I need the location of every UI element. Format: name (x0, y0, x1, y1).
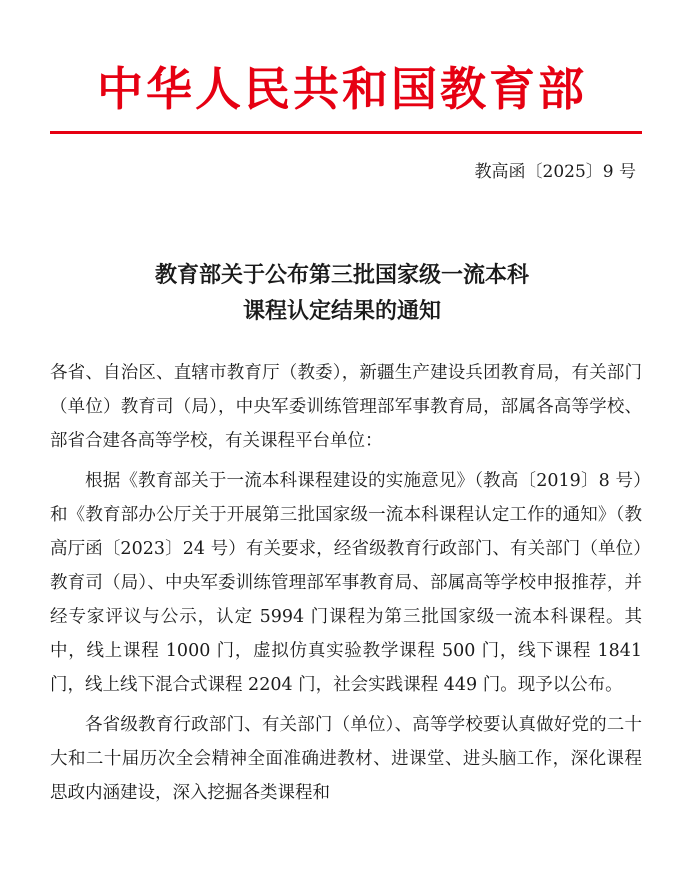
body-paragraph-1: 根据《教育部关于一流本科课程建设的实施意见》（教高〔2019〕8 号）和《教育部办公厅关于开展第三批国家级一流本科课程认定工作的通知》（教高厅函〔2023〕24 号）有关要求，经省级教育行政部门、有关部门（单位）教育司（局）、中央军委训练管理部军事教育局、部属高等学校申报推荐，并经专家评议与公示，认定 5994 门课程为第三批国家级一流本科课程。其中，线上课程 1000 门，虚拟仿真实验教学课程 500 门，线下课程 1841 门，线上线下混合式课程 2204 门，社会实践课程 449 门。现予以公布。 (50, 471, 642, 695)
notice-title-line-2: 课程认定结果的通知 (242, 299, 441, 324)
document-number: 教高函〔2025〕9 号 (474, 162, 636, 182)
notice-body (50, 356, 642, 816)
red-divider-rule (50, 131, 642, 134)
masthead-title: 中华人民共和国教育部 (97, 62, 587, 116)
notice-title-line-1: 教育部关于公布第三批国家级一流本科 (154, 263, 529, 288)
body-paragraph-2: 各省级教育行政部门、有关部门（单位）、高等学校要认真做好党的二十大和二十届历次全会精神全面准确进教材、进课堂、进头脑工作，深化课程思政内涵建设，深入挖掘各类课程和 (50, 715, 642, 803)
addressees-paragraph: 各省、自治区、直辖市教育厅（教委），新疆生产建设兵团教育局，有关部门（单位）教育司（局），中央军委训练管理部军事教育局，部属各高等学校、部省合建各高等学校，有关课程平台单位： (50, 363, 642, 451)
notice-title (0, 258, 684, 330)
